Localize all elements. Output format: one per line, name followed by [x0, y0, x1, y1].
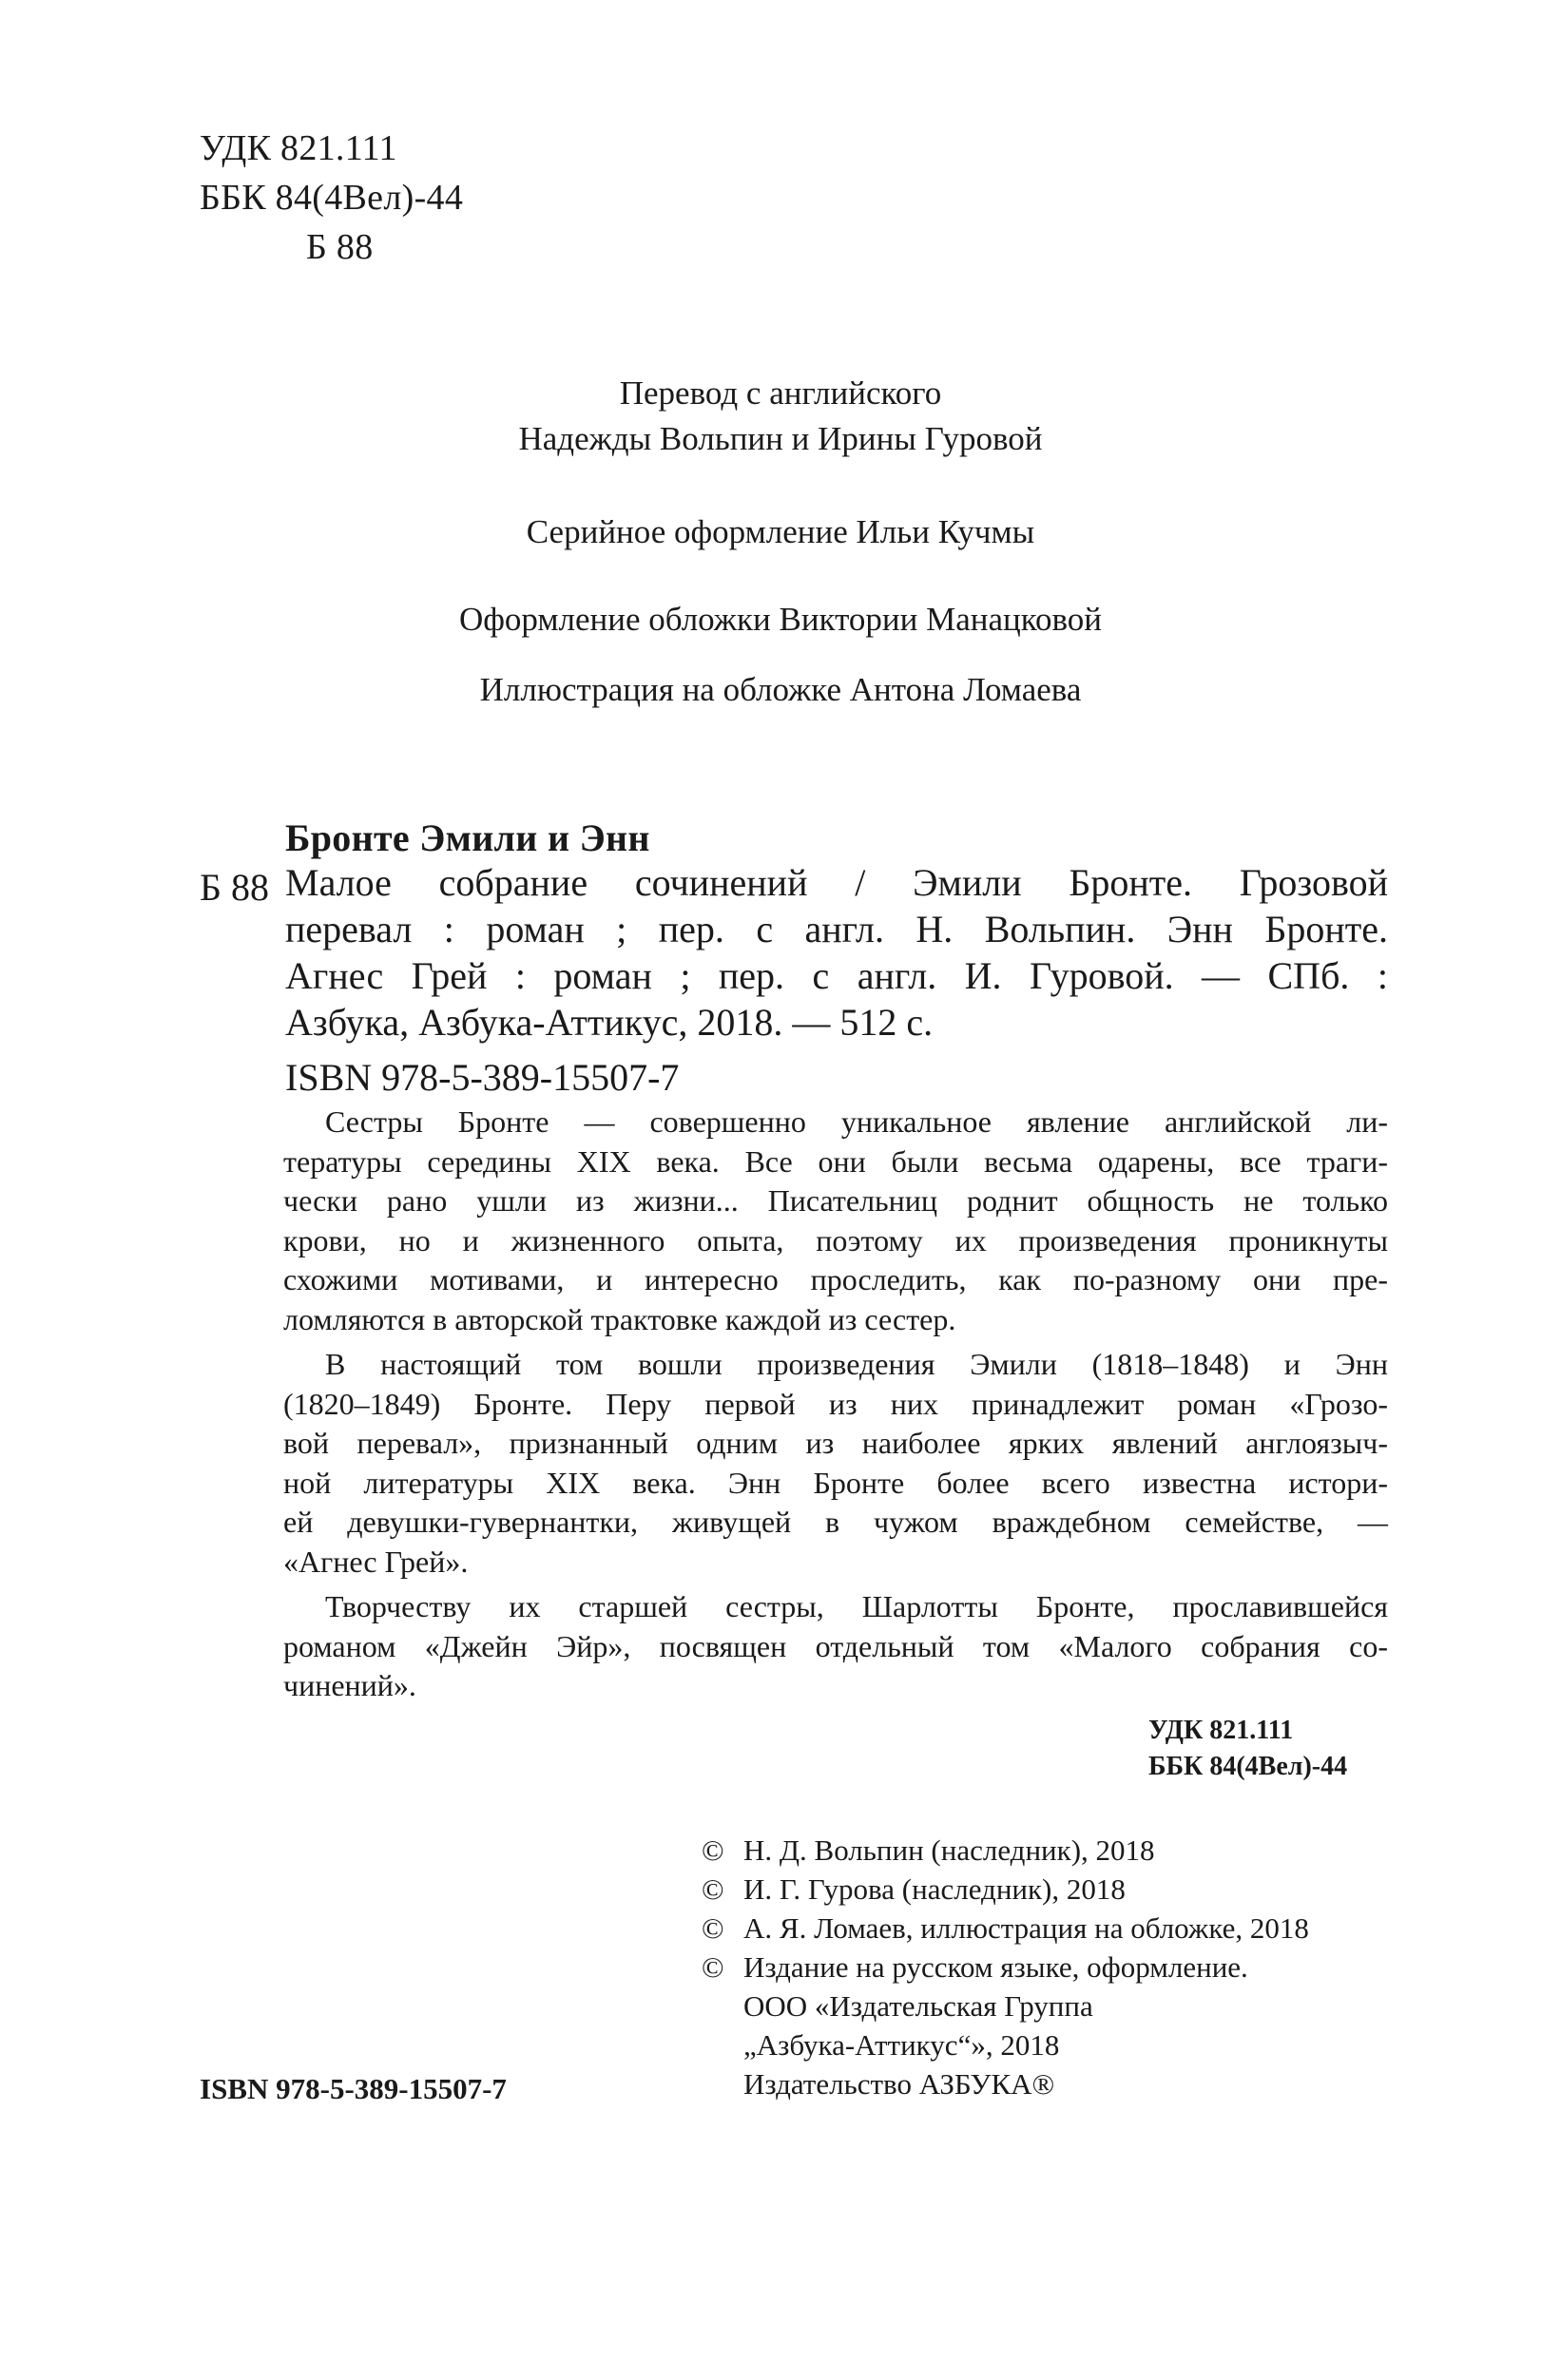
annotation-line: романом «Джейн Эйр», посвящен отдельный том «Малого собрания со-: [283, 1628, 1388, 1663]
bbk-code: ББК 84(4Вел)-44: [200, 178, 464, 218]
annotation-line: чески рано ушли из жизни... Писательниц роднит общность не только: [283, 1183, 1388, 1218]
copyright-row: [702, 1909, 1309, 1948]
annotation-line: тературы середины XIX века. Все они были весьма одарены, все траги-: [283, 1143, 1388, 1179]
translation-line-1: Перевод с английского: [619, 374, 942, 412]
copyright-icon: ©: [702, 1911, 724, 1945]
annotation-line: В настоящий том вошли произведения Эмили (1818–1848) и Энн: [325, 1347, 1388, 1381]
bbk-code-repeat: ББК 84(4Вел)-44: [1148, 1752, 1348, 1781]
copyright-continuation: ООО «Издательская Группа: [743, 1989, 1093, 2023]
annotation-paragraph: [283, 1345, 1388, 1582]
copyright-block: [702, 1831, 1309, 2103]
copyright-text: И. Г. Гурова (наследник), 2018: [743, 1872, 1126, 1906]
copyright-icon: ©: [702, 1833, 724, 1867]
author-mark: Б 88: [306, 227, 374, 267]
annotation-line: Творчеству их старшей сестры, Шарлотты Бронте, прославившейся: [325, 1589, 1388, 1623]
cover-design-credit: Оформление обложки Виктории Манацковой: [458, 601, 1103, 638]
annotation-line: схожими мотивами, и интересно проследить, как по-разному они пре-: [283, 1262, 1388, 1296]
isbn-bottom: ISBN 978-5-389-15507-7: [200, 2072, 507, 2105]
annotation-line: (1820–1849) Бронте. Перу первой из них принадлежит роман «Грозо-: [283, 1386, 1388, 1421]
bib-description: [285, 859, 1388, 1046]
annotation-line: «Агнес Грей».: [283, 1544, 469, 1579]
bib-line: Агнес Грей : роман ; пер. с англ. И. Гуровой. — СПб. :: [285, 954, 1388, 997]
copyright-row: [702, 1870, 1309, 1909]
cover-illustration-credit: Иллюстрация на обложке Антона Ломаева: [479, 671, 1082, 708]
bib-author: Бронте Эмили и Энн: [285, 816, 650, 859]
annotation-paragraph: [283, 1587, 1388, 1706]
annotation-line: ломляются в авторской трактовке каждой из сестер.: [283, 1301, 956, 1336]
translation-line-2: Надежды Вольпин и Ирины Гуровой: [518, 420, 1043, 457]
copyright-row: [702, 1831, 1309, 1870]
udk-code: УДК 821.111: [200, 128, 397, 168]
bib-code: Б 88: [200, 866, 269, 909]
copyright-icon: ©: [702, 1950, 724, 1984]
annotation-line: ной литературы XIX века. Энн Бронте более всего известна истори-: [283, 1465, 1388, 1500]
annotation-paragraph: [283, 1103, 1388, 1339]
series-design-credit: Серийное оформление Ильи Кучмы: [526, 513, 1035, 550]
udk-code-repeat: УДК 821.111: [1148, 1716, 1294, 1745]
bib-line: Азбука, Азбука-Аттикус, 2018. — 512 с.: [285, 1001, 934, 1044]
bib-isbn: ISBN 978-5-389-15507-7: [285, 1056, 680, 1099]
annotation-line: чинений».: [283, 1668, 416, 1702]
copyright-text: Издание на русском языке, оформление.: [743, 1950, 1248, 1984]
bib-line: перевал : роман ; пер. с англ. Н. Вольпин. Энн Бронте.: [285, 908, 1388, 950]
copyright-text: А. Я. Ломаев, иллюстрация на обложке, 2018: [743, 1911, 1309, 1945]
copyright-icon: ©: [702, 1872, 724, 1906]
copyright-text: Н. Д. Вольпин (наследник), 2018: [743, 1833, 1155, 1867]
annotation-line: Сестры Бронте — совершенно уникальное явление английской ли-: [325, 1104, 1388, 1139]
annotation-line: крови, но и жизненного опыта, поэтому их произведения проникнуты: [283, 1222, 1388, 1257]
bib-line: Малое собрание сочинений / Эмили Бронте. Грозовой: [285, 861, 1388, 904]
annotation-line: вой перевал», признанный одним из наиболее ярких явлений англоязыч-: [283, 1426, 1388, 1460]
copyright-row: [702, 1948, 1309, 1987]
annotation: [283, 1103, 1388, 1712]
copyright-continuation: Издательство АЗБУКА®: [743, 2067, 1055, 2101]
annotation-line: ей девушки-гувернантки, живущей в чужом враждебном семействе, —: [283, 1505, 1388, 1539]
copyright-continuation: „Азбука-Аттикус“», 2018: [743, 2028, 1060, 2062]
